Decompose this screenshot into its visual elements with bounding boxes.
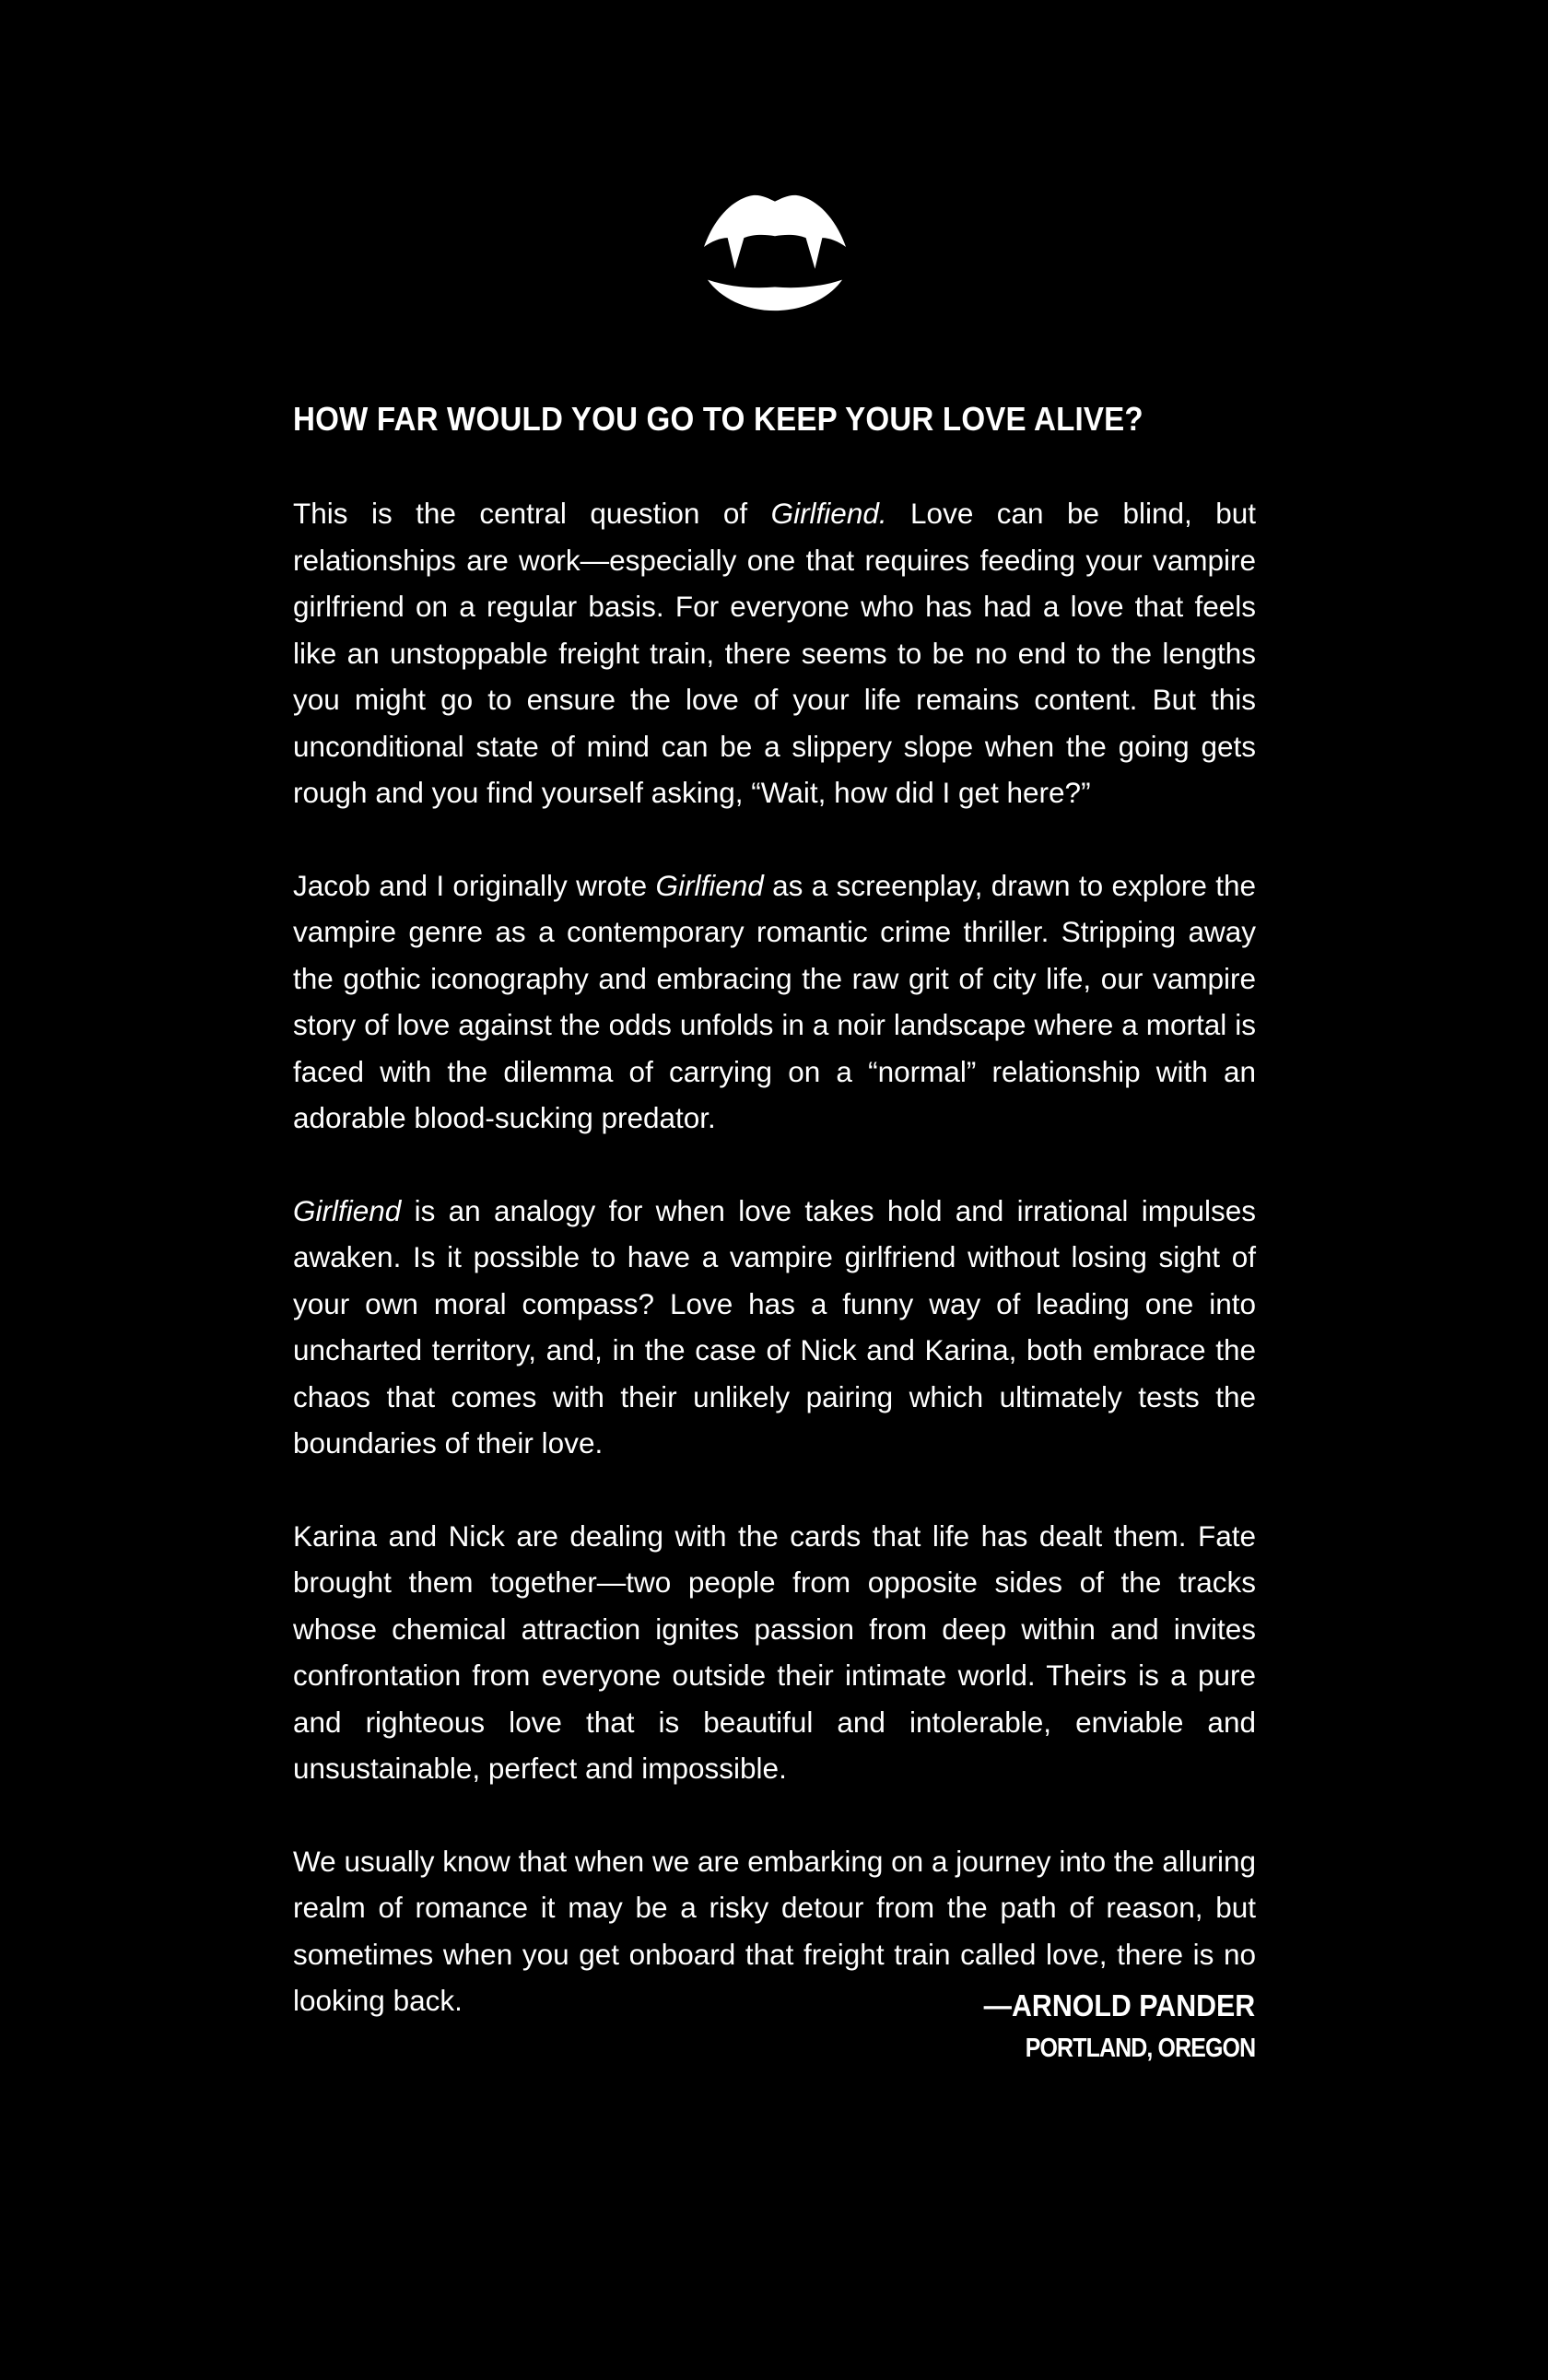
- author-name: —ARNOLD PANDER: [983, 1988, 1255, 2022]
- paragraph-1-text-end: Love can be blind, but relationships are work—especially one that requires feeding your vampire girlfriend on a regular basis. For everyone who has had a love that feels like an unstoppable freight train, there seems to be no end to the lengths you might go to ensure the love of your life remains content. But this unconditional state of mind can be a slippery slope when the going gets rough and you find yourself asking, “Wait, how did I get here?”: [293, 497, 1257, 809]
- paragraph-2: [293, 862, 1256, 1142]
- lower-lip-icon: [708, 280, 842, 311]
- vampire-fangs-mouth-icon: [702, 184, 848, 315]
- paragraph-5: We usually know that when we are embarking on a journey into the alluring realm of romance it may be a risky detour from the path of reason, but sometimes when you get onboard that freight train called love, there is no looking back.: [293, 1844, 1256, 2017]
- upper-lip-fangs-icon: [704, 195, 846, 269]
- paragraph-4: Karina and Nick are dealing with the cards that life has dealt them. Fate brought them together—two people from opposite sides of the tracks whose chemical attraction ignites passion from deep within and invites confrontation from everyone outside their intimate world. Theirs is a pure and righteous love that is beautiful and intolerable, enviable and unsustainable, perfect and impossible.: [293, 1518, 1256, 1785]
- paragraph-2-text-end: as a screenplay, drawn to explore the vampire genre as a contemporary romantic crime thriller. Stripping away the gothic iconography and embracing the raw grit of city life, our vampire story of love against the odds unfolds in a noir landscape where a mortal is faced with the dilemma of carrying on a “normal” relationship with an adorable blood-sucking predator.: [293, 868, 1256, 1134]
- book-title: Girlfiend.: [770, 497, 887, 530]
- paragraph-2-text-start: Jacob and I originally wrote: [293, 868, 656, 902]
- main-text: [293, 396, 1256, 2070]
- paragraph-1-text-start: This is the central question of: [293, 497, 771, 530]
- book-title: Girlfiend: [293, 1193, 402, 1227]
- paragraph-3-text-end: is an analogy for when love takes hold and irrational impulses awaken. Is it possible to have a vampire girlfriend without losing sight of your own moral compass? Love has a funny way of leading one into uncharted territory, and, in the case of Nick and Karina, both embrace the chaos that comes with their unlikely pairing which ultimately tests the boundaries of their love.: [293, 1193, 1256, 1460]
- signature-block: [960, 1984, 1255, 2069]
- paragraph-3: [293, 1188, 1256, 1467]
- author-location: PORTLAND, OREGON: [1025, 2034, 1255, 2063]
- paragraph-1: [293, 490, 1256, 816]
- book-title: Girlfiend: [655, 868, 764, 902]
- headline: HOW FAR WOULD YOU GO TO KEEP YOUR LOVE ALIVE?: [293, 400, 1143, 438]
